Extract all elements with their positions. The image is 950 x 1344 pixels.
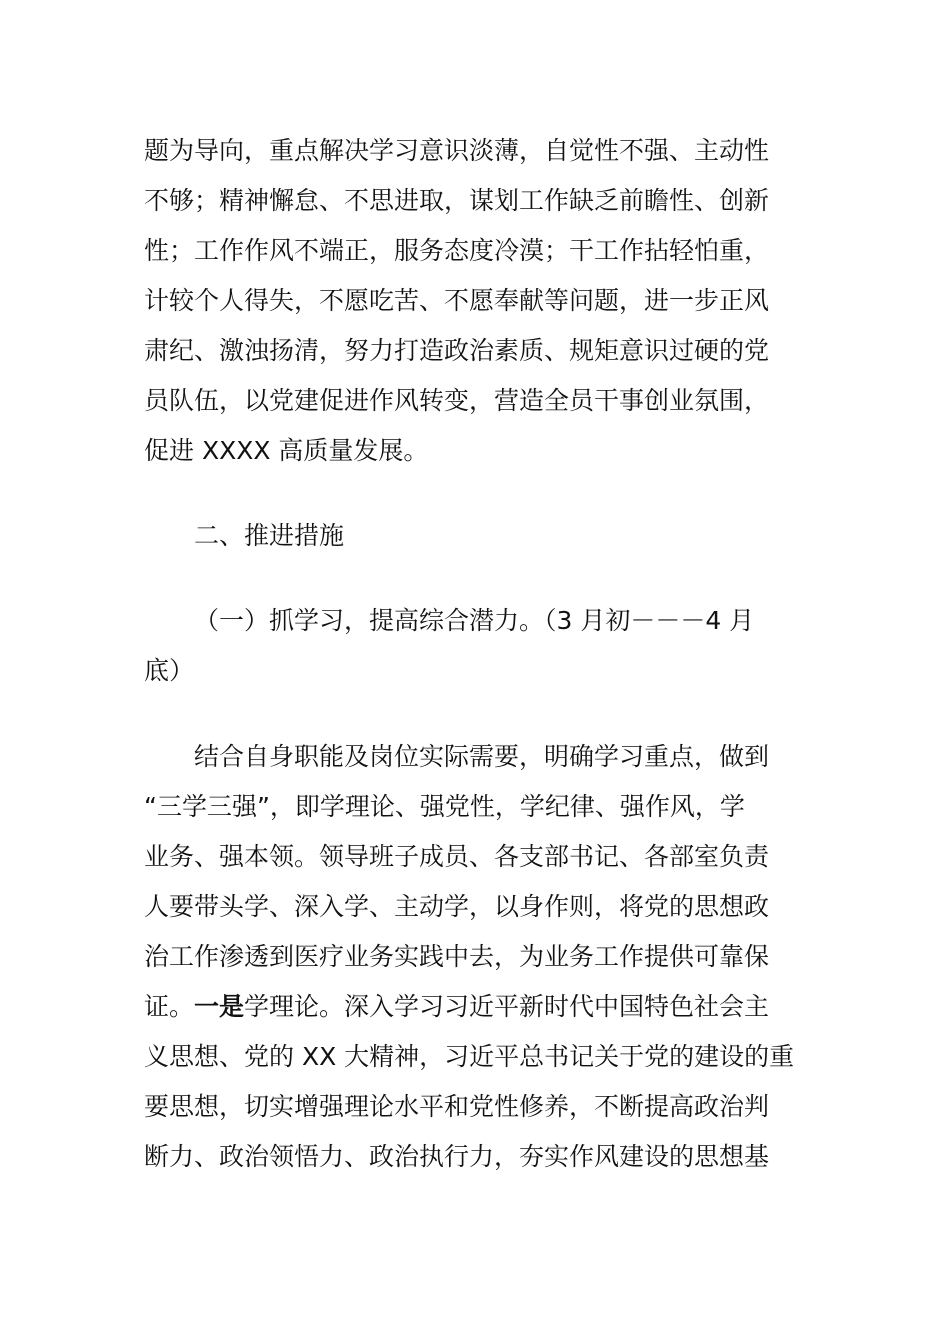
text-fragment: 证。 [144, 992, 195, 1021]
text-line: “三学三强”，即学理论、强党性，学纪律、强作风，学 [144, 792, 745, 821]
text-line: 结合自身职能及岗位实际需要，明确学习重点，做到 [194, 742, 770, 771]
text-fragment: 学理论。深入学习习近平新时代中国特色社会主 [244, 992, 770, 1021]
bold-marker: 一是 [194, 992, 245, 1021]
paragraph-goals [144, 126, 810, 476]
section-heading-block [144, 511, 810, 561]
text-line: 不够；精神懈怠、不思进取，谋划工作缺乏前瞻性、创新 [144, 186, 770, 215]
text-line: 促进 XXXX 高质量发展。 [144, 436, 429, 465]
text-line: 治工作渗透到医疗业务实践中去，为业务工作提供可靠保 [144, 942, 770, 971]
text-line: 义思想、党的 XX 大精神，习近平总书记关于党的建设的重 [144, 1042, 795, 1071]
text-line: 业务、强本领。领导班子成员、各支部书记、各部室负责 [144, 842, 770, 871]
text-line-mixed [144, 982, 810, 1032]
text-line: 肃纪、激浊扬清，努力打造政治素质、规矩意识过硬的党 [144, 336, 770, 365]
text-line: 断力、政治领悟力、政治执行力，夯实作风建设的思想基 [144, 1142, 770, 1171]
subsection-heading-line-2: 底） [144, 656, 195, 685]
subsection-heading-block [144, 596, 810, 696]
text-line: 员队伍，以党建促进作风转变，营造全员干事创业氛围， [144, 386, 770, 415]
subsection-heading-line-1: （一）抓学习，提高综合潜力。（3 月初－－－4 月 [194, 606, 755, 635]
section-heading: 二、推进措施 [194, 521, 345, 550]
paragraph-study [144, 732, 810, 1182]
text-line: 题为导向，重点解决学习意识淡薄，自觉性不强、主动性 [144, 136, 770, 165]
text-line: 性；工作作风不端正，服务态度冷漠；干工作拈轻怕重， [144, 236, 770, 265]
text-line: 人要带头学、深入学、主动学，以身作则，将党的思想政 [144, 892, 770, 921]
text-line: 计较个人得失，不愿吃苦、不愿奉献等问题，进一步正风 [144, 286, 770, 315]
text-line: 要思想，切实增强理论水平和党性修养，不断提高政治判 [144, 1092, 770, 1121]
